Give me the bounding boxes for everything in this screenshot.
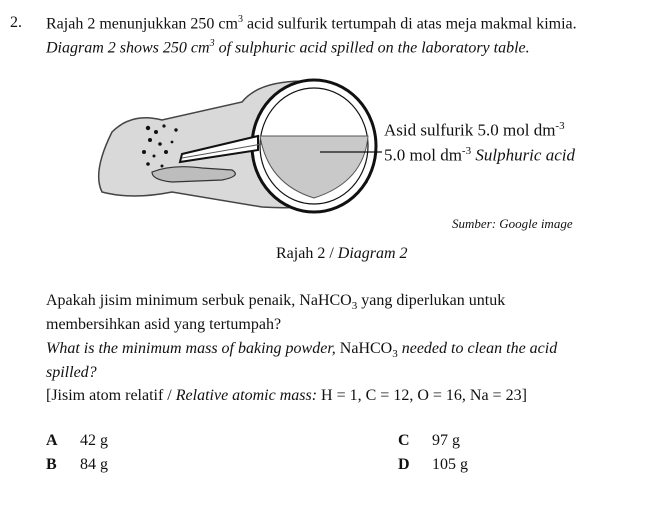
prompt-line-2: membersihkan asid yang tertumpah? [46,316,282,333]
figure-caption: Rajah 2 / Diagram 2 [276,245,408,262]
option-letter: D [398,456,410,473]
prompt-line-4: spilled? [46,364,97,381]
question-number: 2. [10,14,22,31]
prompt-line-1: Apakah jisim minimum serbuk penaik, NaHCO$_3$ yang diperlukan untuk [46,292,506,313]
option-text: 84 g [80,456,108,473]
option-letter: A [46,432,58,449]
option-b[interactable] [46,456,108,474]
option-c[interactable] [398,432,460,450]
figure-label-malay: Asid sulfurik 5.0 mol $dm^{-3}$ [384,120,565,140]
prompt-line-3: What is the minimum mass of baking powder, NaHCO$_3$ needed to clean the acid [46,340,558,361]
relative-atomic-mass-line: [Jisim atom relatif / Relative atomic mass: H = 1, C = 12, O = 16, Na = 23] [46,387,527,404]
option-text: 105 g [432,456,468,473]
option-text: 97 g [432,432,460,449]
question-stem-english: Diagram 2 shows 250 $cm^3$ of sulphuric acid spilled on the laboratory table. [46,38,530,57]
option-letter: C [398,432,410,449]
figure-source: Sumber: Google image [452,216,573,231]
question-stem-malay: Rajah 2 menunjukkan 250 $cm^3$ acid sulfurik tertumpah di atas meja makmal kimia. [46,14,577,33]
option-a[interactable] [46,432,108,450]
figure-label-english: 5.0 mol $dm^{-3}$ Sulphuric acid [384,145,575,165]
option-letter: B [46,456,57,473]
spill-puddle [152,167,235,182]
option-d[interactable] [398,456,468,474]
option-text: 42 g [80,432,108,449]
